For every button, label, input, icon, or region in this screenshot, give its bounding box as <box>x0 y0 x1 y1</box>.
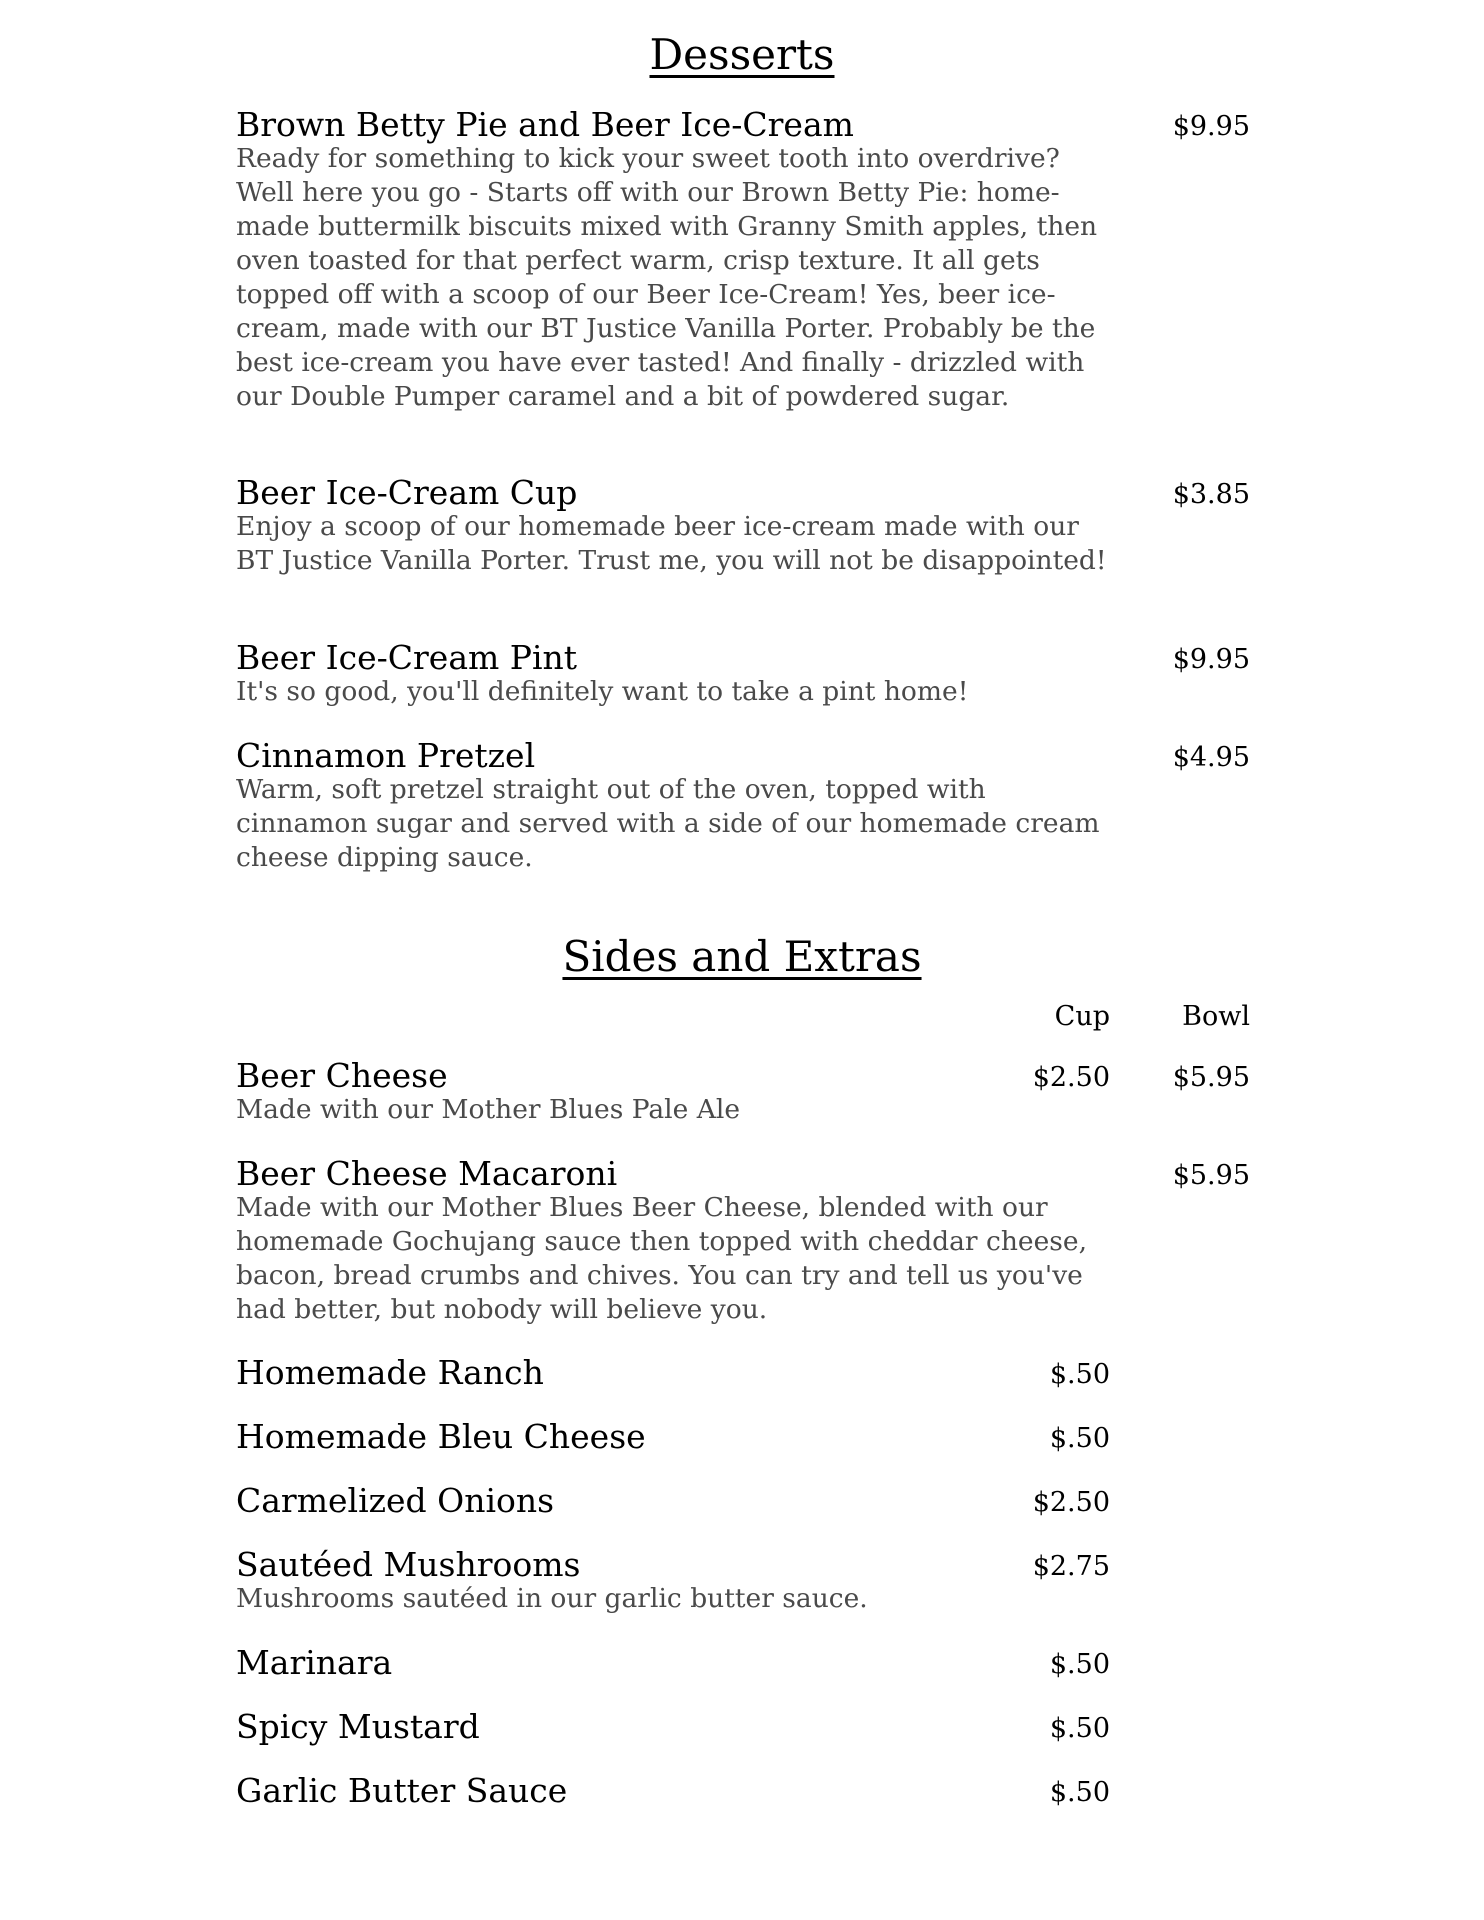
item-name: Homemade Bleu Cheese <box>236 1417 646 1456</box>
item-description: Made with our Mother Blues Pale Ale <box>236 1094 741 1125</box>
item-description: Warm, soft pretzel straight out of the oven, topped with cinnamon sugar and served with a side of our homemade cream cheese dipping sauce. <box>236 774 1100 873</box>
item-name: Marinara <box>236 1643 393 1682</box>
item-description: Enjoy a scoop of our homemade beer ice-cream made with our BT Justice Vanilla Porter. Trust me, you will not be disappointed! <box>236 511 1107 576</box>
menu-item <box>236 1057 1256 1127</box>
item-price-cup: $.50 <box>1049 1649 1110 1680</box>
menu-item <box>236 1772 1256 1810</box>
menu-item <box>236 1482 1256 1520</box>
item-price-cup: $2.75 <box>1032 1551 1110 1582</box>
desserts-title: Desserts <box>649 30 835 79</box>
menu-item <box>236 1354 1256 1392</box>
menu-item <box>236 106 1256 414</box>
item-description: Ready for something to kick your sweet tooth into overdrive? Well here you go - Starts off with our Brown Betty Pie: home-made buttermilk biscuits mixed with Granny Smith apples, then oven toasted for that perfect warm, crisp texture. It all gets topped off with a scoop of our Beer Ice-Cream! Yes, beer ice-cream, made with our BT Justice Vanilla Porter. Probably be the best ice-cream you have ever tasted! And finally - drizzled with our Double Pumper caramel and a bit of powdered sugar. <box>236 143 1098 412</box>
menu-item <box>236 474 1256 578</box>
item-name: Spicy Mustard <box>236 1707 480 1746</box>
menu-item <box>236 1708 1256 1746</box>
item-price-cup: $.50 <box>1049 1777 1110 1808</box>
item-price: $9.95 <box>1172 644 1250 675</box>
menu-item <box>236 639 1256 709</box>
menu-item <box>236 1155 1256 1327</box>
menu-item <box>236 737 1256 875</box>
item-name: Garlic Butter Sauce <box>236 1771 568 1810</box>
item-name: Beer Cheese Macaroni <box>236 1154 618 1193</box>
item-name: Homemade Ranch <box>236 1353 544 1392</box>
item-price-cup: $.50 <box>1049 1713 1110 1744</box>
item-description: Mushrooms sautéed in our garlic butter sauce. <box>236 1583 868 1614</box>
item-name: Carmelized Onions <box>236 1481 555 1520</box>
item-price: $9.95 <box>1172 111 1250 142</box>
menu-item <box>236 1418 1256 1456</box>
item-name: Beer Ice-Cream Pint <box>236 638 578 677</box>
sides-title: Sides and Extras <box>562 932 922 981</box>
menu-item <box>236 1644 1256 1682</box>
item-price: $4.95 <box>1172 742 1250 773</box>
item-name: Beer Ice-Cream Cup <box>236 473 578 512</box>
item-price-bowl: $5.95 <box>1172 1160 1250 1191</box>
item-price-bowl: $5.95 <box>1172 1062 1250 1093</box>
item-price-cup: $2.50 <box>1032 1487 1110 1518</box>
menu-item <box>236 1546 1256 1616</box>
item-price-cup: $.50 <box>1049 1359 1110 1390</box>
item-name: Sautéed Mushrooms <box>236 1545 581 1584</box>
item-description: It's so good, you'll definitely want to take a pint home! <box>236 676 969 707</box>
item-name: Cinnamon Pretzel <box>236 736 536 775</box>
item-price-cup: $2.50 <box>1032 1062 1110 1093</box>
column-header-bowl: Bowl <box>1182 1001 1250 1032</box>
item-name: Brown Betty Pie and Beer Ice-Cream <box>236 105 854 144</box>
column-header-cup: Cup <box>1054 1001 1110 1032</box>
item-price-cup: $.50 <box>1049 1423 1110 1454</box>
item-name: Beer Cheese <box>236 1056 448 1095</box>
item-price: $3.85 <box>1172 479 1250 510</box>
item-description: Made with our Mother Blues Beer Cheese, blended with our homemade Gochujang sauce then topped with cheddar cheese, bacon, bread crumbs and chives. You can try and tell us you've had better, but nobody will believe you. <box>236 1192 1087 1325</box>
